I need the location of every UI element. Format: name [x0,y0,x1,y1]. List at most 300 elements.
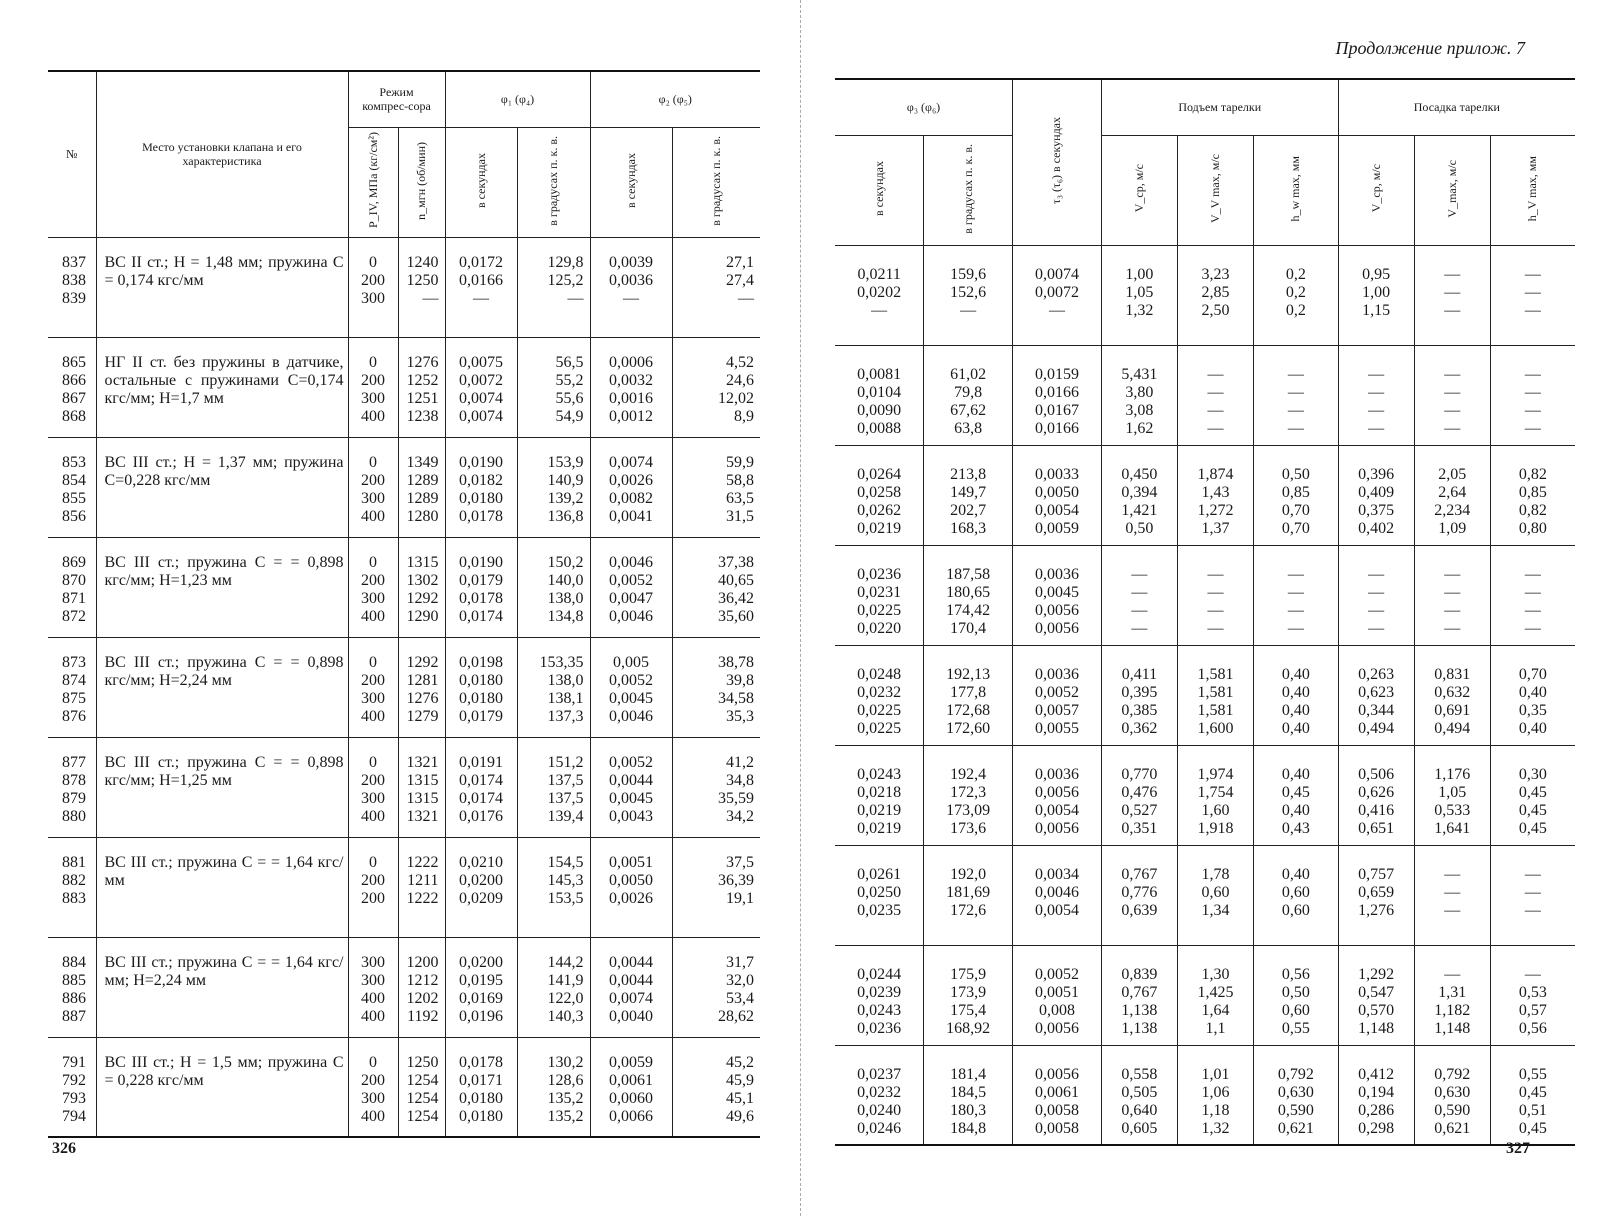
phi3-degrees [924,1045,1013,1145]
header-n: n_мгн (об/мин) [398,127,445,237]
phi3-degrees-value: 63,8 [954,419,983,437]
phi2-seconds [590,1037,672,1137]
row-number-value: 874 [62,671,86,689]
tau-seconds-value: 0,0166 [1034,419,1079,437]
table-row [48,337,760,437]
lift-vcp-value: — [1131,583,1148,601]
rpm-value: 1254 [406,1107,439,1125]
rpm-value: 1321 [406,753,439,771]
row-number-value: 880 [62,807,86,825]
valve-description: ВС III ст.; пружина C = = 1,64 кгс/мм; H=2,24 мм [96,937,348,1037]
seat-vmax [1414,345,1490,445]
phi2-degrees-value: 53,4 [726,989,755,1007]
phi3-degrees [924,945,1013,1045]
phi2-degrees [672,437,760,537]
pressure-value: 0 [369,1053,377,1071]
seat-vmax-value: 0,621 [1434,1119,1471,1137]
phi2-degrees-value: 49,6 [726,1107,755,1125]
lift-vcp [1101,845,1177,945]
seat-vcp [1338,1045,1414,1145]
lift-hw [1254,545,1339,645]
row-number-value: 887 [62,1007,86,1025]
seat-vmax-value: 1,641 [1434,819,1471,837]
rpm-value: 1292 [406,589,439,607]
phi2-seconds [590,737,672,837]
pressure-value: 0 [369,753,377,771]
seat-vmax-value: 1,182 [1434,1001,1471,1019]
phi2-degrees-value: 28,62 [718,1007,755,1025]
row-number-value: 792 [62,1071,86,1089]
lift-hw-value: 0,792 [1277,1065,1314,1083]
lift-vmax-value: 1,30 [1201,965,1230,983]
seat-vcp-value: 0,626 [1358,783,1395,801]
row-number-value: 878 [62,771,86,789]
seat-vmax-value: 1,176 [1434,765,1471,783]
phi2-degrees-value: 12,02 [718,389,755,407]
rpm [398,837,445,937]
phi3-seconds-value: 0,0261 [857,865,902,883]
phi3-seconds-value: 0,0258 [857,483,902,501]
lift-vmax-value: — [1207,419,1224,437]
pressure-value: 300 [361,689,385,707]
phi1-seconds-value: — [473,289,490,307]
phi3-degrees-value: 175,9 [950,965,987,983]
rpm-value: 1349 [406,453,439,471]
header-phi1-deg: в градусах п. к. в. [517,127,590,237]
seat-vmax-value: — [1444,965,1461,983]
phi1-degrees-value: 135,2 [547,1107,584,1125]
row-number [48,737,96,837]
lift-vmax-value: 1,754 [1197,783,1234,801]
rpm [398,537,445,637]
phi2-seconds [590,437,672,537]
tau-seconds-value: 0,0159 [1034,365,1079,383]
row-number [48,637,96,737]
row-number-value: 876 [62,707,86,725]
phi1-degrees-value: — [567,289,584,307]
row-number-value: 875 [62,689,86,707]
phi3-seconds [835,945,924,1045]
phi1-seconds [445,337,517,437]
phi3-seconds-value: 0,0225 [857,701,902,719]
valve-description: ВС III ст.; H = 1,5 мм; пружина C = 0,228 кгс/мм [96,1037,348,1137]
lift-vcp [1101,545,1177,645]
phi1-degrees-value: 150,2 [547,553,584,571]
rpm-value: 1250 [406,271,439,289]
phi2-degrees [672,837,760,937]
tau-seconds [1013,1045,1102,1145]
phi2-degrees-value: 27,4 [726,271,755,289]
phi1-seconds-value: 0,0174 [459,789,504,807]
seat-hv-value: 0,82 [1518,501,1547,519]
seat-vmax-value: 1,31 [1438,983,1467,1001]
lift-hw-value: 0,40 [1281,683,1310,701]
lift-vmax-value: 1,60 [1201,801,1230,819]
seat-vmax [1414,745,1490,845]
phi1-seconds [445,1037,517,1137]
phi3-seconds [835,645,924,745]
lift-vmax-value: 1,01 [1201,1065,1230,1083]
phi3-seconds-value: 0,0211 [857,265,901,283]
lift-vcp-value: 0,770 [1121,765,1158,783]
row-number-value: 854 [62,471,86,489]
tau-seconds-value: 0,0167 [1034,401,1079,419]
phi2-degrees-value: 45,2 [726,1053,755,1071]
phi2-degrees-value: 4,52 [726,353,755,371]
phi3-seconds-value: 0,0220 [857,619,902,637]
seat-vcp-value: 0,286 [1358,1101,1395,1119]
seat-vcp [1338,445,1414,545]
phi2-degrees-value: 45,9 [726,1071,755,1089]
seat-hv-value: — [1524,583,1541,601]
phi1-degrees-value: 136,8 [547,507,584,525]
lift-vmax [1177,845,1253,945]
tau-seconds-value: 0,0054 [1034,801,1079,819]
phi3-degrees-value: 172,3 [950,783,987,801]
phi2-degrees [672,537,760,637]
phi2-degrees-value: 24,6 [726,371,755,389]
seat-hv-value: 0,45 [1518,801,1547,819]
rpm-value: 1254 [406,1089,439,1107]
pressure [348,537,398,637]
phi2-seconds-value: 0,0046 [609,707,654,725]
header-vcp-lift: V_ср, м/с [1101,135,1177,245]
lift-hw-value: 0,55 [1281,1019,1310,1037]
seat-vcp-value: — [1368,401,1385,419]
lift-vmax-value: 1,272 [1197,501,1234,519]
phi2-degrees [672,1037,760,1137]
rpm [398,637,445,737]
seat-vcp-value: 0,494 [1358,719,1395,737]
seat-vmax [1414,445,1490,545]
phi2-degrees-value: 59,9 [726,453,755,471]
tau-seconds-value: 0,0056 [1034,1019,1079,1037]
lift-hw-value: 0,43 [1281,819,1310,837]
seat-vcp-value: — [1368,601,1385,619]
rpm-value: 1212 [406,971,439,989]
phi2-seconds-value: 0,0045 [609,789,654,807]
header-vmax-lift: V_V max, м/с [1177,135,1253,245]
pressure [348,837,398,937]
phi2-seconds-value: 0,0059 [609,1053,654,1071]
phi2-seconds-value: 0,0041 [609,507,654,525]
rpm-value: 1315 [406,789,439,807]
pressure-value: 0 [369,653,377,671]
row-number-value: 855 [62,489,86,507]
seat-hv-value: 0,35 [1518,701,1547,719]
pressure-value: 300 [361,589,385,607]
phi2-degrees-value: 39,8 [726,671,755,689]
seat-hv-value: 0,57 [1518,1001,1547,1019]
phi2-seconds-value: 0,0016 [609,389,654,407]
phi3-seconds [835,245,924,345]
lift-vmax-value: 1,581 [1197,665,1234,683]
phi1-degrees [517,437,590,537]
phi3-degrees-value: 67,62 [950,401,987,419]
seat-vmax-value: — [1444,301,1461,319]
lift-vcp-value: 0,505 [1121,1083,1158,1101]
seat-hv [1490,1045,1575,1145]
row-number-value: 881 [62,853,86,871]
phi1-seconds-value: 0,0075 [459,353,504,371]
phi1-seconds-value: 0,0195 [459,971,504,989]
seat-vcp-value: 0,412 [1358,1065,1395,1083]
phi3-seconds-value: 0,0219 [857,519,902,537]
pressure-value: 200 [361,671,385,689]
rpm-value: 1315 [406,771,439,789]
phi3-seconds-value: 0,0248 [857,665,902,683]
seat-hv [1490,345,1575,445]
phi3-degrees-value: 159,6 [950,265,987,283]
phi1-degrees-value: 153,35 [539,653,584,671]
phi2-degrees [672,937,760,1037]
seat-vcp-value: 0,402 [1358,519,1395,537]
lift-vcp-value: 5,431 [1121,365,1158,383]
phi3-degrees-value: 168,3 [950,519,987,537]
lift-vcp-value: 0,411 [1121,665,1158,683]
lift-hw [1254,345,1339,445]
rpm-value: 1254 [406,1071,439,1089]
phi1-seconds [445,637,517,737]
phi3-seconds-value: 0,0231 [857,583,902,601]
tau-seconds-value: 0,0050 [1034,483,1079,501]
pressure-value: 400 [361,1107,385,1125]
lift-hw-value: 0,85 [1281,483,1310,501]
tau-seconds [1013,245,1102,345]
pressure-value: 200 [361,889,385,907]
phi2-degrees-value: 38,78 [718,653,755,671]
phi1-seconds-value: 0,0169 [459,989,504,1007]
tau-seconds-value: 0,0034 [1034,865,1079,883]
lift-vmax-value: 2,85 [1201,283,1230,301]
phi2-degrees-value: 35,3 [726,707,755,725]
tau-seconds-value: 0,0051 [1034,983,1079,1001]
row-number-value: 791 [62,1053,86,1071]
lift-hw [1254,245,1339,345]
tau-seconds [1013,845,1102,945]
seat-hv-value: 0,53 [1518,983,1547,1001]
pressure-value: 400 [361,1007,385,1025]
right-table [835,78,1575,1146]
phi3-seconds [835,745,924,845]
header-phi2: φ₂ (φ₅) [590,71,760,127]
phi1-degrees [517,537,590,637]
table-row [48,1037,760,1137]
phi2-seconds-value: 0,0036 [609,271,654,289]
phi1-seconds-value: 0,0180 [459,1089,504,1107]
lift-hw-value: 0,40 [1281,765,1310,783]
tau-seconds-value: 0,0033 [1034,465,1079,483]
phi1-seconds-value: 0,0178 [459,589,504,607]
phi1-degrees-value: 154,5 [547,853,584,871]
phi3-seconds-value: 0,0243 [857,765,902,783]
lift-hw [1254,945,1339,1045]
tau-seconds-value: 0,0036 [1034,665,1079,683]
row-number-value: 868 [62,407,86,425]
lift-vmax [1177,745,1253,845]
lift-hw-value: 0,40 [1281,801,1310,819]
valve-description: ВС III ст.; пружина C = = 0,898 кгс/мм; H=1,25 мм [96,737,348,837]
tau-seconds-value: 0,0058 [1034,1101,1079,1119]
phi3-degrees-value: 213,8 [950,465,987,483]
lift-vcp-value: 0,767 [1121,983,1158,1001]
lift-vcp-value: 0,558 [1121,1065,1158,1083]
lift-vcp [1101,245,1177,345]
seat-vcp [1338,545,1414,645]
lift-hw-value: 0,70 [1281,519,1310,537]
phi3-seconds-value: 0,0264 [857,465,902,483]
pressure-value: 200 [361,371,385,389]
header-phi2-sec: в секундах [590,127,672,237]
phi1-degrees-value: 128,6 [547,1071,584,1089]
lift-vcp-value: 1,138 [1121,1019,1158,1037]
phi3-degrees-value: 174,42 [946,601,991,619]
lift-vcp-value: 0,395 [1121,683,1158,701]
header-lift: Подъем тарелки [1101,79,1338,135]
phi2-seconds-value: 0,0044 [609,971,654,989]
seat-vcp-value: 1,276 [1358,901,1395,919]
tau-seconds-value: 0,0052 [1034,965,1079,983]
pressure-value: 200 [361,871,385,889]
row-number-value: 883 [62,889,86,907]
phi1-seconds-value: 0,0180 [459,671,504,689]
phi3-degrees-value: — [960,301,977,319]
rpm-value: 1240 [406,253,439,271]
seat-hv-value: — [1524,283,1541,301]
seat-vmax-value: 0,691 [1434,701,1471,719]
table-row [835,445,1575,545]
pressure-value: 0 [369,253,377,271]
pressure-value: 300 [361,789,385,807]
row-number-value: 837 [62,253,86,271]
phi1-degrees-value: 139,4 [547,807,584,825]
table-row [835,345,1575,445]
seat-vcp-value: 0,570 [1358,1001,1395,1019]
header-phi3-sec: в секундах [835,135,924,245]
seat-hv-value: — [1524,565,1541,583]
phi3-seconds-value: 0,0219 [857,801,902,819]
row-number-value: 871 [62,589,86,607]
phi2-degrees-value: 32,0 [726,971,755,989]
rpm-value: 1315 [406,553,439,571]
lift-vmax [1177,645,1253,745]
phi3-seconds-value: 0,0246 [857,1119,902,1137]
lift-vmax-value: — [1207,365,1224,383]
seat-vmax-value: — [1444,265,1461,283]
seat-vcp [1338,645,1414,745]
lift-vmax-value: 1,1 [1205,1019,1226,1037]
tau-seconds-value: 0,0058 [1034,1119,1079,1137]
phi3-degrees-value: 172,68 [946,701,991,719]
seat-hv-value: — [1524,601,1541,619]
row-number-value: 873 [62,653,86,671]
valve-description: ВС II ст.; H = 1,48 мм; пружина C = 0,174 кгс/мм [96,237,348,337]
phi2-seconds-value: 0,0046 [609,553,654,571]
phi3-seconds-value: 0,0236 [857,1019,902,1037]
phi3-seconds-value: 0,0090 [857,401,902,419]
seat-vcp-value: — [1368,583,1385,601]
phi1-seconds-value: 0,0200 [459,871,504,889]
seat-vcp [1338,945,1414,1045]
lift-vmax-value: 3,23 [1201,265,1230,283]
phi1-degrees-value: 134,8 [547,607,584,625]
lift-hw-value: 0,621 [1277,1119,1314,1137]
phi1-degrees-value: 130,2 [547,1053,584,1071]
table-row [48,537,760,637]
seat-hv-value: 0,82 [1518,465,1547,483]
row-number-value: 793 [62,1089,86,1107]
seat-vcp [1338,845,1414,945]
phi2-degrees-value: 40,65 [718,571,755,589]
table-row [835,945,1575,1045]
seat-hv-value: — [1524,301,1541,319]
table-row [835,545,1575,645]
phi2-degrees-value: 45,1 [726,1089,755,1107]
phi2-degrees-value: 19,1 [726,889,755,907]
pressure [348,1037,398,1137]
phi1-seconds [445,937,517,1037]
phi1-degrees-value: 140,9 [547,471,584,489]
rpm-value: 1222 [406,889,439,907]
row-number [48,537,96,637]
pressure-value: 200 [361,1071,385,1089]
seat-hv-value: 0,80 [1518,519,1547,537]
lift-hw-value: 0,56 [1281,965,1310,983]
phi3-degrees [924,445,1013,545]
seat-vcp-value: — [1368,565,1385,583]
lift-vmax-value: 1,581 [1197,701,1234,719]
lift-hw-value: — [1287,401,1304,419]
phi2-seconds-value: 0,0050 [609,871,654,889]
phi2-degrees-value: 31,7 [726,953,755,971]
phi2-seconds-value: 0,0040 [609,1007,654,1025]
lift-vcp-value: 0,639 [1121,901,1158,919]
lift-vmax [1177,245,1253,345]
lift-vmax-value: 1,64 [1201,1001,1230,1019]
seat-hv-value: — [1524,901,1541,919]
phi2-degrees-value: 63,5 [726,489,755,507]
header-mode: Режим компрес-сора [348,71,445,127]
lift-vcp-value: 0,776 [1121,883,1158,901]
phi2-degrees-value: 8,9 [734,407,755,425]
phi3-degrees [924,845,1013,945]
seat-hv [1490,245,1575,345]
table-row [48,237,760,337]
lift-hw-value: 0,590 [1277,1101,1314,1119]
phi1-seconds-value: 0,0210 [459,853,504,871]
phi1-degrees-value: 140,3 [547,1007,584,1025]
phi2-degrees-value: 35,59 [718,789,755,807]
pressure [348,937,398,1037]
seat-hv-value: — [1524,365,1541,383]
tau-seconds-value: 0,0072 [1034,283,1079,301]
pressure-value: 400 [361,989,385,1007]
pressure-value: 200 [361,571,385,589]
seat-vmax-value: 2,05 [1438,465,1467,483]
row-number-value: 869 [62,553,86,571]
lift-hw [1254,745,1339,845]
table-row [48,837,760,937]
lift-vmax [1177,945,1253,1045]
phi3-degrees-value: 180,3 [950,1101,987,1119]
phi3-seconds-value: 0,0225 [857,719,902,737]
phi2-seconds-value: 0,0047 [609,589,654,607]
header-phi1: φ₁ (φ₄) [445,71,590,127]
phi3-degrees [924,645,1013,745]
lift-hw-value: — [1287,601,1304,619]
lift-vmax-value: — [1207,619,1224,637]
row-number-value: 856 [62,507,86,525]
